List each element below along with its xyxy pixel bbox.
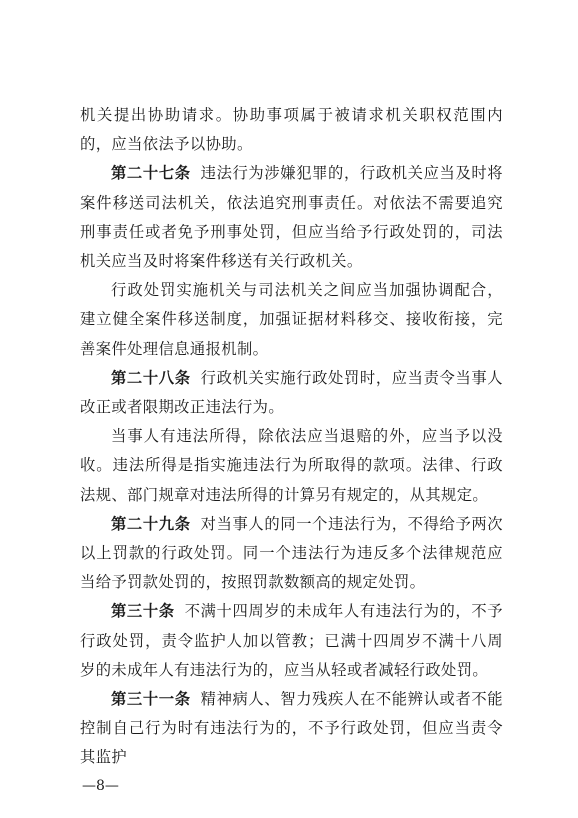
paragraph-text: 精神病人、智力残疾人在不能辨认或者不能控制自己行为时有违法行为的，不予行政处罚，但应当责令其监护 bbox=[80, 690, 503, 767]
paragraph-article-28 bbox=[80, 364, 503, 422]
article-heading: 第三十一条 bbox=[111, 690, 191, 709]
paragraph-article-27-clause-2 bbox=[80, 276, 503, 364]
paragraph-article-31 bbox=[80, 685, 503, 773]
paragraph-text: 行政机关实施行政处罚时，应当责令当事人改正或者限期改正违法行为。 bbox=[80, 368, 503, 417]
paragraph-article-28-clause-2 bbox=[80, 422, 503, 510]
document-body bbox=[80, 101, 503, 773]
paragraph-text: 对当事人的同一个违法行为，不得给予两次以上罚款的行政处罚。同一个违法行为违反多个法律规范应当给予罚款处罚的，按照罚款数额高的规定处罚。 bbox=[80, 514, 503, 592]
paragraph-continuation bbox=[80, 101, 503, 159]
article-heading: 第二十七条 bbox=[111, 164, 191, 183]
page-number: —8— bbox=[82, 778, 119, 794]
paragraph-article-27 bbox=[80, 159, 503, 276]
paragraph-text: 不满十四周岁的未成年人有违法行为的，不予行政处罚，责令监护人加以管教；已满十四周岁不满十八周岁的未成年人有违法行为的，应当从轻或者减轻行政处罚。 bbox=[80, 602, 503, 679]
paragraph-text: 当事人有违法所得，除依法应当退赔的外，应当予以没收。违法所得是指实施违法行为所取得的款项。法律、行政法规、部门规章对违法所得的计算另有规定的，从其规定。 bbox=[80, 427, 503, 504]
paragraph-article-29 bbox=[80, 510, 503, 598]
article-heading: 第三十条 bbox=[111, 602, 175, 621]
paragraph-text: 违法行为涉嫌犯罪的，行政机关应当及时将案件移送司法机关，依法追究刑事责任。对依法不需要追究刑事责任或者免予刑事处罚，但应当给予行政处罚的，司法机关应当及时将案件移送有关行政机关。 bbox=[80, 164, 503, 271]
paragraph-article-30 bbox=[80, 597, 503, 685]
paragraph-text: 行政处罚实施机关与司法机关之间应当加强协调配合，建立健全案件移送制度，加强证据材料移交、接收衔接，完善案件处理信息通报机制。 bbox=[80, 281, 503, 358]
paragraph-text: 机关提出协助请求。协助事项属于被请求机关职权范围内的，应当依法予以协助。 bbox=[80, 106, 503, 154]
article-heading: 第二十九条 bbox=[111, 514, 191, 533]
article-heading: 第二十八条 bbox=[111, 368, 191, 387]
